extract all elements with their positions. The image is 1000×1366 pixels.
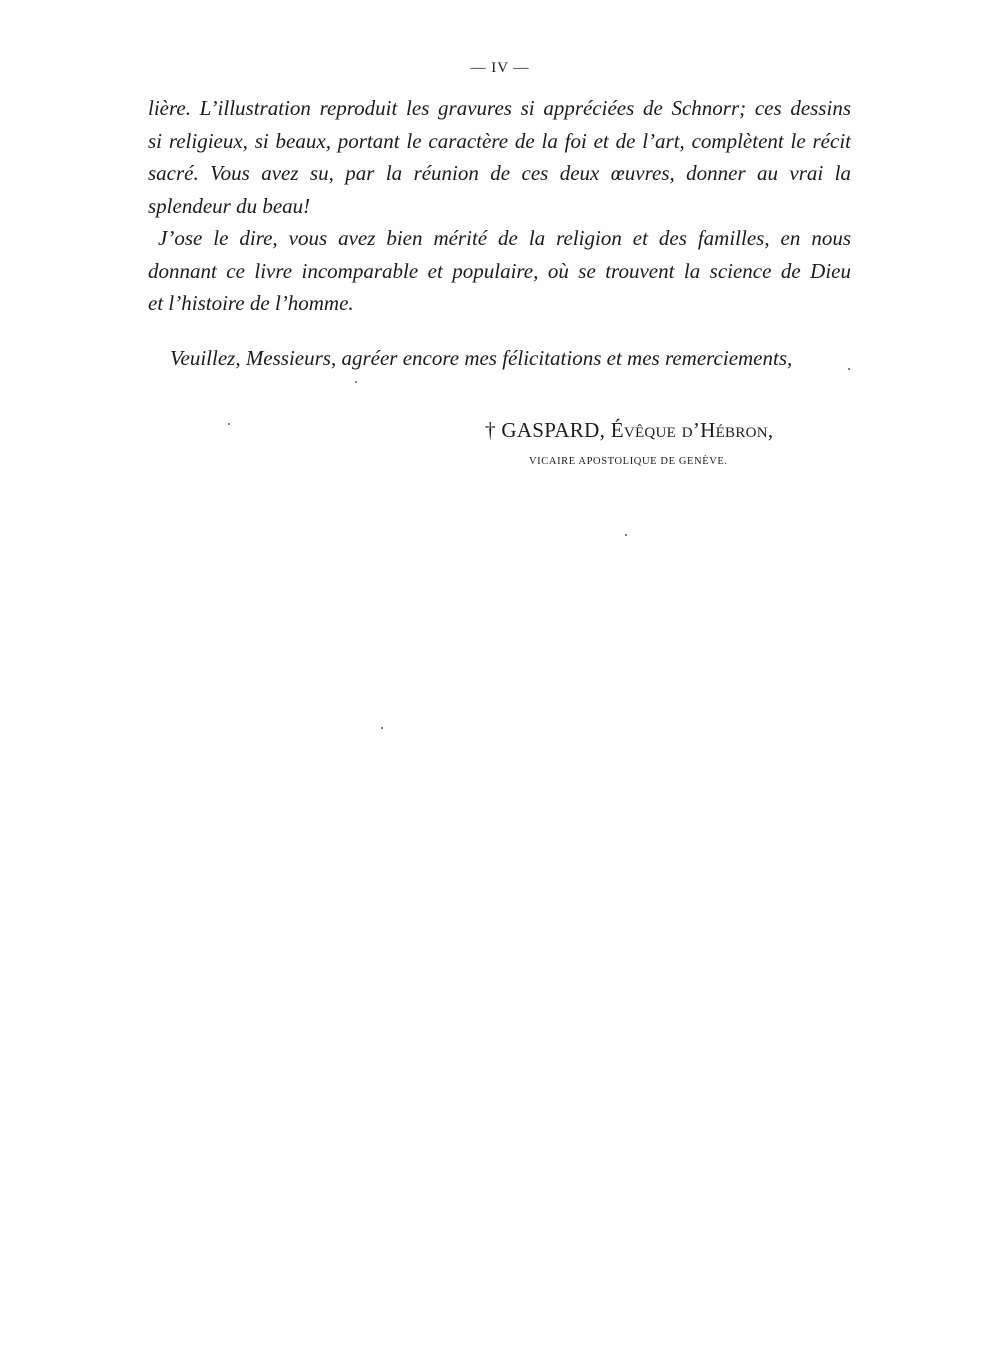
- scan-speck: [625, 534, 627, 536]
- signature-name: GASPARD,: [501, 418, 606, 442]
- paragraph-line: donnant ce livre incomparable et populaire, où se trouvent la science de Dieu: [148, 258, 851, 283]
- paragraph-line: splendeur du beau!: [148, 193, 311, 218]
- paragraph-line: sacré. Vous avez su, par la réunion de ces deux œuvres, donner au vrai la: [148, 161, 851, 185]
- paragraph-line: lière. L’illustration reproduit les gravures si appréciées de Schnorr; ces dessins: [148, 96, 851, 120]
- scan-speck: [355, 381, 357, 383]
- signature-title: Évêque d’Hébron,: [610, 418, 774, 442]
- signature-subtitle: VICAIRE APOSTOLIQUE DE GENÈVE.: [529, 456, 728, 467]
- closing-line: Veuillez, Messieurs, agréer encore mes félicitations et mes remerciements,: [170, 346, 793, 370]
- paragraph-1: [148, 92, 851, 222]
- scan-speck: [381, 727, 383, 729]
- paragraph-line: si religieux, si beaux, portant le caractère de la foi et de l’art, complètent le récit: [148, 128, 851, 153]
- paragraph-line: J’ose le dire, vous avez bien mérité de la religion et des familles, en nous: [158, 226, 851, 250]
- signature: [485, 414, 773, 446]
- paragraph-2: [148, 222, 851, 320]
- page-number: — IV —: [470, 60, 530, 76]
- scan-speck: [848, 368, 850, 370]
- scan-speck: [228, 423, 230, 425]
- paragraph-line: et l’histoire de l’homme.: [148, 291, 354, 315]
- cross-symbol: †: [485, 418, 496, 442]
